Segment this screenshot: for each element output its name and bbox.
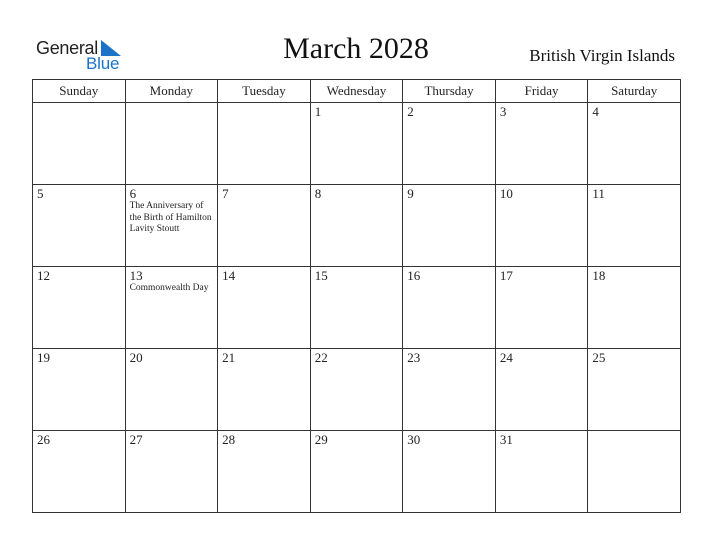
day-cell [495, 431, 588, 513]
logo-text-general: General [36, 38, 98, 58]
day-cell [403, 349, 496, 431]
day-cell [218, 267, 311, 349]
weekday-header: Wednesday [310, 80, 403, 103]
day-cell [33, 267, 126, 349]
weekday-header: Saturday [588, 80, 681, 103]
day-cell [588, 431, 681, 513]
day-number: 3 [499, 104, 507, 119]
day-number: 25 [592, 350, 606, 365]
day-number: 21 [222, 350, 236, 365]
day-number: 31 [499, 432, 513, 447]
day-cell [218, 431, 311, 513]
day-cell [310, 103, 403, 185]
weekday-header: Thursday [403, 80, 496, 103]
day-cell [403, 431, 496, 513]
day-number: 28 [222, 432, 236, 447]
day-cell [588, 185, 681, 267]
day-cell [125, 431, 218, 513]
day-cell [125, 103, 218, 185]
day-cell [33, 431, 126, 513]
day-number: 24 [499, 350, 513, 365]
day-number: 8 [314, 186, 322, 201]
day-cell [125, 185, 218, 267]
day-number: 17 [499, 268, 513, 283]
weekday-header: Sunday [33, 80, 126, 103]
day-number: 26 [37, 432, 50, 447]
day-number: 30 [407, 432, 421, 447]
day-number: 1 [314, 104, 322, 119]
week-row [33, 349, 681, 431]
day-number: 6 [129, 186, 137, 201]
day-number: 5 [37, 186, 44, 201]
day-number: 11 [592, 186, 605, 201]
region-label: British Virgin Islands [529, 46, 675, 65]
day-number: 9 [407, 186, 414, 201]
day-number: 10 [499, 186, 513, 201]
day-cell [33, 185, 126, 267]
day-cell [310, 349, 403, 431]
holiday-label: Commonwealth Day [129, 283, 209, 293]
day-cell [33, 103, 126, 185]
day-cell [495, 267, 588, 349]
day-number: 4 [592, 104, 599, 119]
week-row [33, 431, 681, 513]
week-row [33, 267, 681, 349]
day-number: 27 [129, 432, 143, 447]
day-cell [495, 349, 588, 431]
day-cell [33, 349, 126, 431]
day-cell [588, 349, 681, 431]
week-row [33, 185, 681, 267]
day-cell [588, 103, 681, 185]
day-number: 15 [314, 268, 328, 283]
day-cell [495, 103, 588, 185]
day-cell [495, 185, 588, 267]
logo-text-blue: Blue [86, 54, 120, 73]
day-number: 7 [222, 186, 229, 201]
day-cell [310, 431, 403, 513]
day-number: 29 [314, 432, 328, 447]
day-cell [218, 185, 311, 267]
weekday-header: Tuesday [218, 80, 311, 103]
day-cell [588, 267, 681, 349]
weekday-header-row [33, 80, 681, 103]
day-number: 20 [129, 350, 143, 365]
day-number: 19 [37, 350, 50, 365]
day-cell [310, 267, 403, 349]
calendar-grid [32, 79, 681, 513]
day-number: 12 [37, 268, 50, 283]
weekday-header: Friday [495, 80, 588, 103]
day-number: 16 [407, 268, 421, 283]
day-cell [218, 103, 311, 185]
day-number: 22 [314, 350, 328, 365]
day-number: 18 [592, 268, 606, 283]
day-cell [125, 267, 218, 349]
day-cell [403, 103, 496, 185]
day-cell [125, 349, 218, 431]
page-title: March 2028 [283, 32, 429, 65]
day-number: 14 [222, 268, 236, 283]
week-row [33, 103, 681, 185]
day-cell [310, 185, 403, 267]
day-number: 2 [407, 104, 414, 119]
day-number: 13 [129, 268, 143, 283]
weekday-header: Monday [125, 80, 218, 103]
day-cell [403, 267, 496, 349]
day-number: 23 [407, 350, 421, 365]
day-cell [218, 349, 311, 431]
holiday-label: The Anniversary of the Birth of Hamilton Lavity Stoutt [129, 201, 212, 234]
day-cell [403, 185, 496, 267]
